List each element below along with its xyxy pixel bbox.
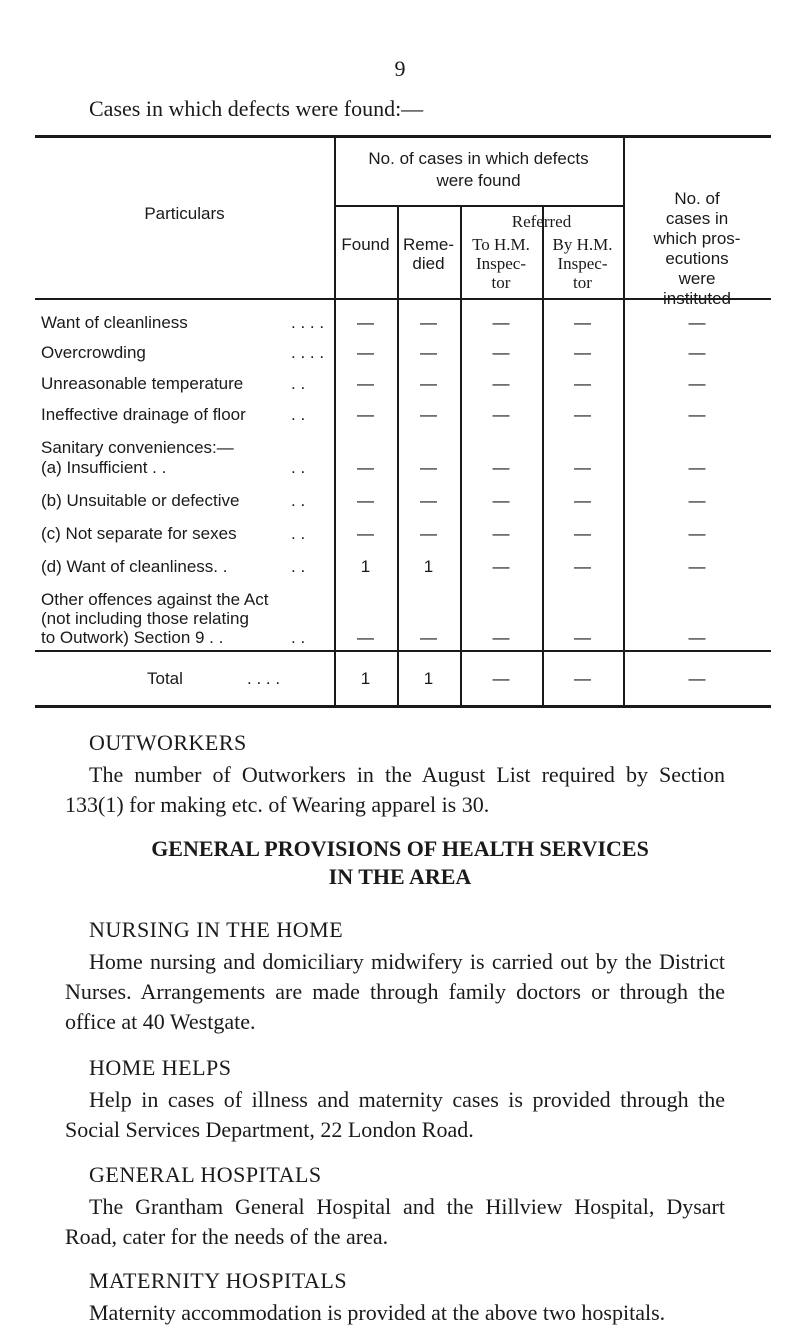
cell-by-hm: — [574,524,591,543]
cell-prosecutions: — [688,628,706,647]
cell-found: — [357,628,374,647]
cell-to-hm: — [492,458,510,477]
cell-remedied: — [420,491,437,510]
row-dots: . . [291,405,306,424]
total-dots: . . . . [247,669,281,688]
home-helps-text: Help in cases of illness and maternity cases is provided through the Social Services Department, 22 London Road. [65,1087,725,1142]
cell-prosecutions: — [688,405,706,424]
cell-to-hm: — [492,343,510,362]
header-by-hm-1: By H.M. [552,235,613,254]
section-label-sanitary: Sanitary conveniences:— [41,438,234,457]
header-pros-4: ecutions [665,249,729,268]
cell-by-hm: — [574,491,591,510]
header-to-hm-1: To H.M. [472,235,530,254]
cell-prosecutions: — [688,524,706,543]
header-to-hm-3: tor [491,273,511,292]
cell-remedied: — [420,628,437,647]
cell-found: — [357,374,374,393]
header-to-hm-2: Inspec- [475,254,527,273]
defects-table [35,135,771,710]
total-to-hm: — [492,669,510,688]
row-label: Want of cleanliness [41,313,188,332]
maternity-heading: MATERNITY HOSPITALS [89,1268,348,1293]
header-particulars: Particulars [144,204,225,223]
cell-by-hm: — [574,313,591,332]
intro-text: Cases in which defects were found:— [89,96,424,121]
header-pros-3: which pros- [653,229,741,248]
general-provisions-heading-1: GENERAL PROVISIONS OF HEALTH SERVICES [151,836,649,861]
cell-remedied: 1 [423,557,434,576]
cell-found: — [357,313,374,332]
cell-found: — [357,405,374,424]
row-dots: . . . . [291,313,325,332]
cell-remedied: — [420,524,437,543]
row-label: to Outwork) Section 9 . . [41,628,224,647]
row-label: Overcrowding [41,343,146,362]
cell-by-hm: — [574,557,591,576]
row-label: Unreasonable temperature [41,374,244,393]
cell-by-hm: — [574,628,591,647]
total-found: 1 [360,669,371,688]
other-offences-label-1: Other offences against the Act [41,590,269,609]
cell-by-hm: — [574,405,591,424]
nursing-text: Home nursing and domiciliary midwifery is carried out by the District Nurses. Arrangements are made through family doctors or through the office at 40 Westgate. [65,949,725,1034]
header-found: Found [341,235,390,254]
cell-prosecutions: — [688,557,706,576]
cell-prosecutions: — [688,374,706,393]
cell-found: — [357,524,374,543]
outworkers-heading: OUTWORKERS [89,730,247,755]
header-remedied-1: Reme- [402,235,454,254]
row-label: Ineffective drainage of floor [41,405,246,424]
cell-by-hm: — [574,374,591,393]
cell-to-hm: — [492,524,510,543]
row-dots: . . [291,374,306,393]
cell-to-hm: — [492,374,510,393]
total-label: Total [147,669,183,688]
header-cases-line1: No. of cases in which defects [368,149,589,168]
total-top-rule [35,650,771,652]
outworkers-text: The number of Outworkers in the August List required by Section 133(1) for making etc. of Wearing apparel is 30. [65,762,725,817]
row-label: (a) Insufficient . . [41,458,167,477]
cell-remedied: — [420,313,437,332]
cell-to-hm: — [492,313,510,332]
row-dots: . . [291,557,306,576]
cell-by-hm: — [574,458,591,477]
row-label: (b) Unsuitable or defective [41,491,240,510]
row-dots: . . [291,458,306,477]
referred-rule [334,205,623,207]
row-label: (d) Want of cleanliness. . [41,557,228,576]
cell-remedied: — [420,405,437,424]
row-dots: . . [291,491,306,510]
row-dots: . . [291,628,306,647]
cell-prosecutions: — [688,491,706,510]
table-bottom-rule [35,705,771,708]
general-provisions-heading-2: IN THE AREA [328,864,472,889]
general-hospitals-text: The Grantham General Hospital and the Hillview Hospital, Dysart Road, cater for the needs of the area. [65,1194,725,1249]
header-pros-6: instituted [662,289,732,308]
nursing-heading: NURSING IN THE HOME [89,917,344,942]
header-cases-line2: were found [436,171,521,190]
total-by-hm: — [574,669,591,688]
header-remedied-2: died [412,254,445,273]
cell-remedied: — [420,343,437,362]
cell-to-hm: — [492,405,510,424]
home-helps-heading: HOME HELPS [89,1055,232,1080]
cell-found: — [357,491,374,510]
cell-remedied: — [420,458,437,477]
cell-found: — [357,458,374,477]
total-remedied: 1 [423,669,434,688]
header-by-hm-3: tor [573,273,592,292]
header-pros-2: cases in [665,209,729,228]
cell-found: — [357,343,374,362]
header-pros-5: were [678,269,716,288]
cell-to-hm: — [492,557,510,576]
cell-by-hm: — [574,343,591,362]
table-top-rule [35,135,771,138]
cell-found: 1 [360,557,371,576]
cell-prosecutions: — [688,343,706,362]
general-hospitals-heading: GENERAL HOSPITALS [89,1162,322,1187]
cell-remedied: — [420,374,437,393]
cell-to-hm: — [492,628,510,647]
header-pros-1: No. of [674,189,720,208]
row-label: (c) Not separate for sexes [41,524,237,543]
cell-prosecutions: — [688,458,706,477]
page-number: 9 [394,56,406,81]
cell-prosecutions: — [688,313,706,332]
maternity-text: Maternity accommodation is provided at the above two hospitals. [89,1300,666,1325]
total-prosecutions: — [688,669,706,688]
header-referred: Referred [511,212,572,231]
header-by-hm-2: Inspec- [557,254,608,273]
cell-to-hm: — [492,491,510,510]
row-dots: . . . . [291,343,325,362]
row-dots: . . [291,524,306,543]
other-offences-label-2: (not including those relating [41,609,249,628]
